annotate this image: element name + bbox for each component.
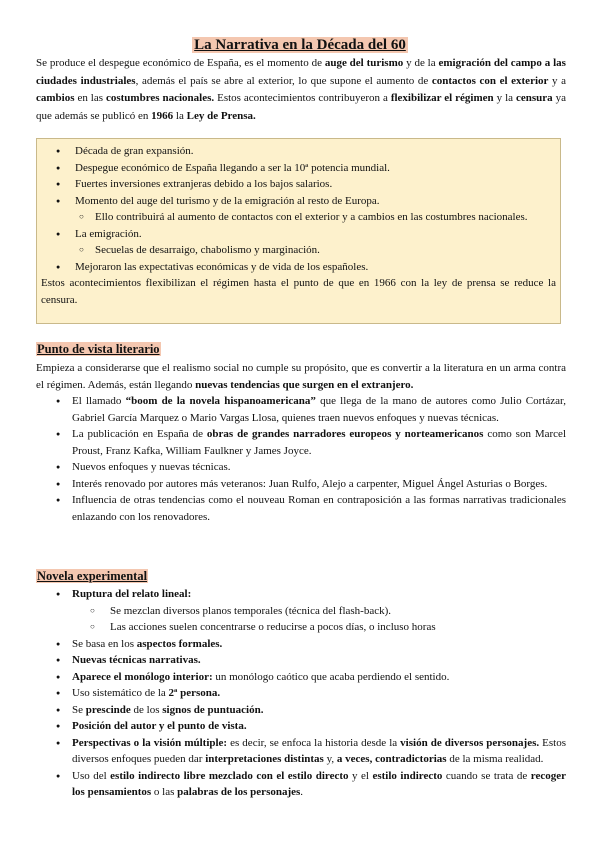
page-title: La Narrativa en la Década del 60 [194, 37, 406, 53]
list-item: ● Fuertes inversiones extranjeras debido a los bajos salarios. [37, 176, 560, 193]
list-item: ● Se prescinde de los signos de puntuación. [36, 702, 566, 719]
intro-paragraph: Se produce el despegue económico de España, es el momento de auge del turismo y de la emigración del campo a las ciudades industriales, además el país se abre al exterior, lo que supone el aumento de contactos con el exterior y a cambios en las costumbres nacionales. Estos acontecimientos contribuyeron a flexibilizar el régimen y la censura ya que además se publicó en 1966 la Ley de Prensa. [36, 57, 566, 122]
list-item: ● La emigración. ○ Secuelas de desarraigo, chabolismo y marginación. [37, 226, 560, 259]
sub-list-item: ○ Se mezclan diversos planos temporales (técnica del flash-back). [72, 603, 566, 620]
heading-literario: Punto de vista literario [37, 342, 160, 356]
list-item: ● Década de gran expansión. [37, 143, 560, 160]
list-item: ● Momento del auge del turismo y de la emigración al resto de Europa. ○ Ello contribuirá al aumento de contactos con el exterior y a cambios en las costumbres nacionales. [37, 193, 560, 226]
literario-paragraph: Empieza a considerarse que el realismo social no cumple su propósito, que es convertir a la literatura en un arma contra el régimen. Además, están llegando nuevas tendencias que surgen en el extranjero. [36, 362, 566, 391]
list-item: ● Nuevos enfoques y nuevas técnicas. [36, 459, 566, 476]
sub-list-item: ○ Secuelas de desarraigo, chabolismo y marginación. [75, 242, 560, 259]
summary-box [36, 138, 561, 324]
list-item: ● Nuevas técnicas narrativas. [36, 652, 566, 669]
list-item: ● La publicación en España de obras de grandes narradores europeos y norteamericanos como son Marcel Proust, Franz Kafka, William Faulkner y James Joyce. [36, 426, 566, 459]
section-experimental [36, 586, 566, 801]
summary-closing: Estos acontecimientos flexibilizan el régimen hasta el punto de que en 1966 con la ley de prensa se reduce la censura. [41, 277, 556, 306]
list-item: ● Ruptura del relato lineal: ○ Se mezclan diversos planos temporales (técnica del flash-back). ○ Las acciones suelen concentrarse o reducirse a pocos días, o incluso horas [36, 586, 566, 636]
list-item: ● Se basa en los aspectos formales. [36, 636, 566, 653]
section-literario [36, 360, 566, 525]
list-item: ● Uso sistemático de la 2ª persona. [36, 685, 566, 702]
list-item: ● Interés renovado por autores más veteranos: Juan Rulfo, Alejo a carpenter, Miguel Ángel Asturias o Borges. [36, 476, 566, 493]
list-item: ● Posición del autor y el punto de vista. [36, 718, 566, 735]
sub-list-item: ○ Las acciones suelen concentrarse o reducirse a pocos días, o incluso horas [72, 619, 566, 636]
sub-list-item: ○ Ello contribuirá al aumento de contactos con el exterior y a cambios en las costumbres nacionales. [75, 209, 560, 226]
list-item: ● Uso del estilo indirecto libre mezclado con el estilo directo y el estilo indirecto cuando se trata de recoger los pensamientos o las palabras de los personajes. [36, 768, 566, 801]
summary-list [37, 139, 560, 275]
list-item: ● Mejoraron las expectativas económicas y de vida de los españoles. [37, 259, 560, 276]
heading-experimental: Novela experimental [37, 569, 148, 583]
list-item: ● Influencia de otras tendencias como el nouveau Roman en contraposición a las formas narrativas tradicionales enlazando con los renovadores. [36, 492, 566, 525]
list-item: ● Perspectivas o la visión múltiple: es decir, se enfoca la historia desde la visión de diversos personajes. Estos diversos enfoques pueden dar interpretaciones distintas y, a veces, contradictorias de la misma realidad. [36, 735, 566, 768]
list-item: ● Despegue económico de España llegando a ser la 10ª potencia mundial. [37, 160, 560, 177]
list-item: ● Aparece el monólogo interior: un monólogo caótico que acaba perdiendo el sentido. [36, 669, 566, 686]
list-item: ● El llamado “boom de la novela hispanoamericana” que llega de la mano de autores como Julio Cortázar, Gabriel García Marquez o Mario Vargas Llosa, quienes traen nuevos enfoques y nuevas técnicas. [36, 393, 566, 426]
